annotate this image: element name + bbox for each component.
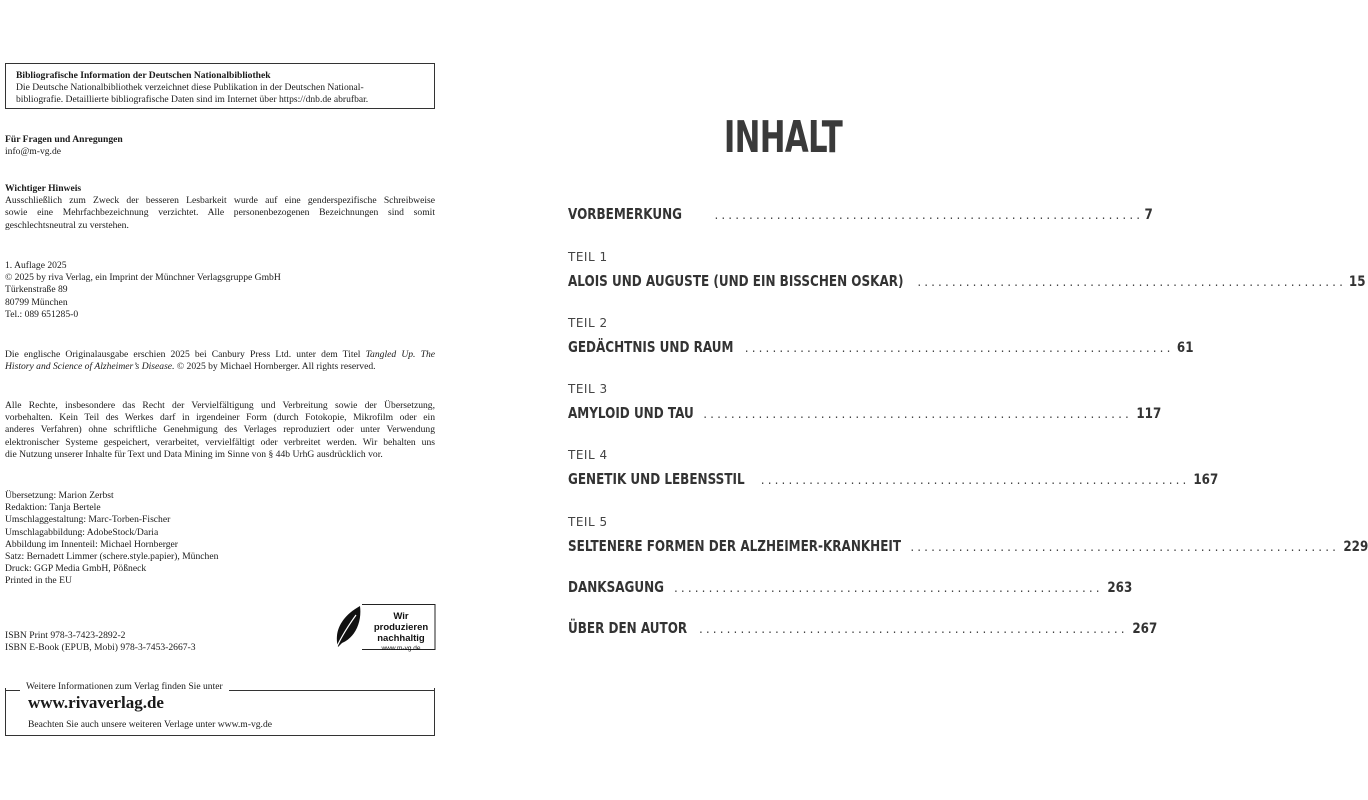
- toc-leader: ..............................................................: [714, 208, 1144, 222]
- toc-part-label: TEIL 5: [568, 515, 608, 529]
- toc-part-label: TEIL 4: [568, 448, 608, 462]
- toc-entry-page: 61: [1176, 340, 1193, 356]
- web-sub: Beachten Sie auch unsere weiteren Verlage unter www.m-vg.de: [28, 719, 273, 730]
- toc-entry-page: 167: [1193, 472, 1219, 488]
- toc-leader: ..............................................................: [917, 275, 1347, 289]
- credit-line: Abbildung im Innenteil: Michael Hornberger: [5, 538, 179, 550]
- rights-line: die Nutzung unserer Inhalte für Text und Data Mining im Sinne von § 44b UrhG ausdrücklich vor.: [5, 448, 383, 460]
- toc-leader: ..............................................................: [760, 473, 1190, 487]
- rights-block: [5, 400, 435, 461]
- toc-entry-title: ALOIS UND AUGUSTE (UND EIN BISSCHEN OSKAR): [568, 272, 904, 290]
- credit-line: Übersetzung: Marion Zerbst: [5, 490, 114, 501]
- credit-line: Umschlagabbildung: AdobeStock/Daria: [5, 526, 159, 538]
- contact-email[interactable]: info@m-vg.de: [5, 146, 61, 158]
- rights-line: vorbehalten. Kein Teil des Werkes darf in irgendeiner Form (durch Fotokopie, Mikrofilm oder ein: [5, 412, 435, 424]
- toc-entry-title: DANKSAGUNG: [568, 578, 665, 596]
- edition-block: [5, 260, 435, 321]
- toc-entry[interactable]: [568, 272, 1366, 290]
- toc-leader: ..............................................................: [744, 341, 1174, 355]
- original-line-1: Die englische Originalausgabe erschien 2025 bei Canbury Press Ltd. unter dem Titel Tangled Up. The: [5, 349, 435, 360]
- original-title: Tangled Up. The: [365, 349, 435, 360]
- toc-entry[interactable]: [568, 205, 1153, 223]
- toc-entry-title: SELTENERE FORMEN DER ALZHEIMER-KRANKHEIT: [568, 537, 902, 555]
- publisher-url[interactable]: www.rivaverlag.de: [28, 693, 164, 712]
- toc-entry-title: VORBEMERKUNG: [568, 205, 682, 223]
- copyright: © 2025 by riva Verlag, ein Imprint der Münchner Verlagsgruppe GmbH: [5, 272, 281, 284]
- notice-title: Wichtiger Hinweis: [5, 183, 82, 194]
- toc-leader: ..............................................................: [674, 581, 1103, 595]
- toc-entry-title: AMYLOID UND TAU: [568, 404, 694, 422]
- toc-entry[interactable]: [568, 470, 1219, 488]
- web-label: Weitere Informationen zum Verlag finden Sie unter: [26, 681, 223, 692]
- toc-part-label: TEIL 3: [568, 382, 608, 396]
- badge-line-2: nachhaltig: [377, 633, 425, 644]
- toc-entry-page: 229: [1343, 539, 1368, 555]
- toc-entry[interactable]: [568, 404, 1162, 422]
- notice-line: Ausschließlich zum Zweck der besseren Lesbarkeit wurde auf eine genderspezifische Schreibweise: [5, 195, 435, 207]
- phone: Tel.: 089 651285-0: [5, 308, 79, 320]
- toc-title: INHALT: [723, 112, 843, 163]
- isbn-print: ISBN Print 978-3-7423-2892-2: [5, 630, 126, 641]
- toc-entry[interactable]: [568, 537, 1368, 555]
- toc-leader: ..............................................................: [910, 540, 1340, 554]
- toc-entry-page: 117: [1136, 406, 1162, 422]
- contact-title: Für Fragen und Anregungen: [5, 134, 123, 145]
- toc-entry[interactable]: [568, 338, 1193, 356]
- toc-entry-title: ÜBER DEN AUTOR: [568, 619, 688, 637]
- toc-entry-title: GENETIK UND LEBENSSTIL: [568, 470, 745, 488]
- isbn-block: [5, 630, 435, 654]
- toc-entry-page: 263: [1107, 580, 1132, 596]
- original-title: History and Science of Alzheimer’s Disease.: [5, 361, 175, 373]
- edition: 1. Auflage 2025: [5, 260, 67, 271]
- credit-line: Redaktion: Tanja Bertele: [5, 502, 101, 514]
- isbn-ebook: ISBN E-Book (EPUB, Mobi) 978-3-7453-2667-3: [5, 642, 196, 654]
- badge-line-1: Wir produzieren: [373, 611, 429, 633]
- notice-line: geschlechtsneutral zu verstehen.: [5, 219, 129, 231]
- toc-leader: ..............................................................: [703, 407, 1132, 421]
- bib-line: bibliografie. Detaillierte bibliografische Daten sind im Internet über https://dnb.de abrufbar.: [16, 94, 369, 106]
- bib-line: Die Deutsche Nationalbibliothek verzeichnet diese Publikation in der Deutschen National-: [16, 82, 364, 94]
- toc-entry-page: 7: [1144, 207, 1153, 223]
- toc-entry-page: 15: [1348, 274, 1366, 290]
- credit-line: Umschlaggestaltung: Marc-Torben-Fischer: [5, 514, 171, 526]
- credit-line: Printed in the EU: [5, 575, 72, 587]
- rights-line: anderes Verfahren) ohne schriftliche Genehmigung des Verlages reproduziert oder unter Verwendung: [5, 424, 435, 436]
- toc-part-label: TEIL 1: [568, 250, 608, 264]
- original-edition-block: [5, 349, 435, 373]
- toc-entry[interactable]: [568, 619, 1157, 637]
- toc-leader: ..............................................................: [698, 622, 1128, 636]
- badge-url: www.m-vg.de: [381, 645, 421, 652]
- contact-block: [5, 134, 435, 158]
- rights-line: Alle Rechte, insbesondere das Recht der Vervielfältigung und Verbreitung sowie der Übersetzung,: [5, 400, 435, 411]
- toc-entry-title: GEDÄCHTNIS UND RAUM: [568, 338, 734, 356]
- credit-line: Satz: Bernadett Limmer (schere.style.papier), München: [5, 551, 219, 563]
- publisher-web-box: [5, 681, 435, 736]
- toc-entry[interactable]: [568, 578, 1132, 596]
- notice-block: [5, 183, 435, 232]
- toc-entry-page: 267: [1132, 621, 1157, 637]
- credit-line: Druck: GGP Media GmbH, Pößneck: [5, 563, 147, 575]
- notice-line: sowie eine Mehrfachbezeichnung verzichtet. Alle personenbezogenen Bezeichnungen sind somit: [5, 207, 435, 219]
- credits-block: [5, 490, 435, 588]
- rights-line: elektronischer Systeme gespeichert, verarbeitet, vervielfältigt oder verbreitet werden. Wir behalten uns: [5, 436, 435, 448]
- street: Türkenstraße 89: [5, 284, 68, 296]
- bib-title: Bibliografische Information der Deutschen Nationalbibliothek: [16, 70, 271, 81]
- toc-part-label: TEIL 2: [568, 316, 608, 330]
- bibliographic-info-box: [5, 63, 435, 109]
- original-line-2: History and Science of Alzheimer’s Disease. © 2025 by Michael Hornberger. All rights reserved.: [5, 361, 376, 373]
- city: 80799 München: [5, 296, 68, 308]
